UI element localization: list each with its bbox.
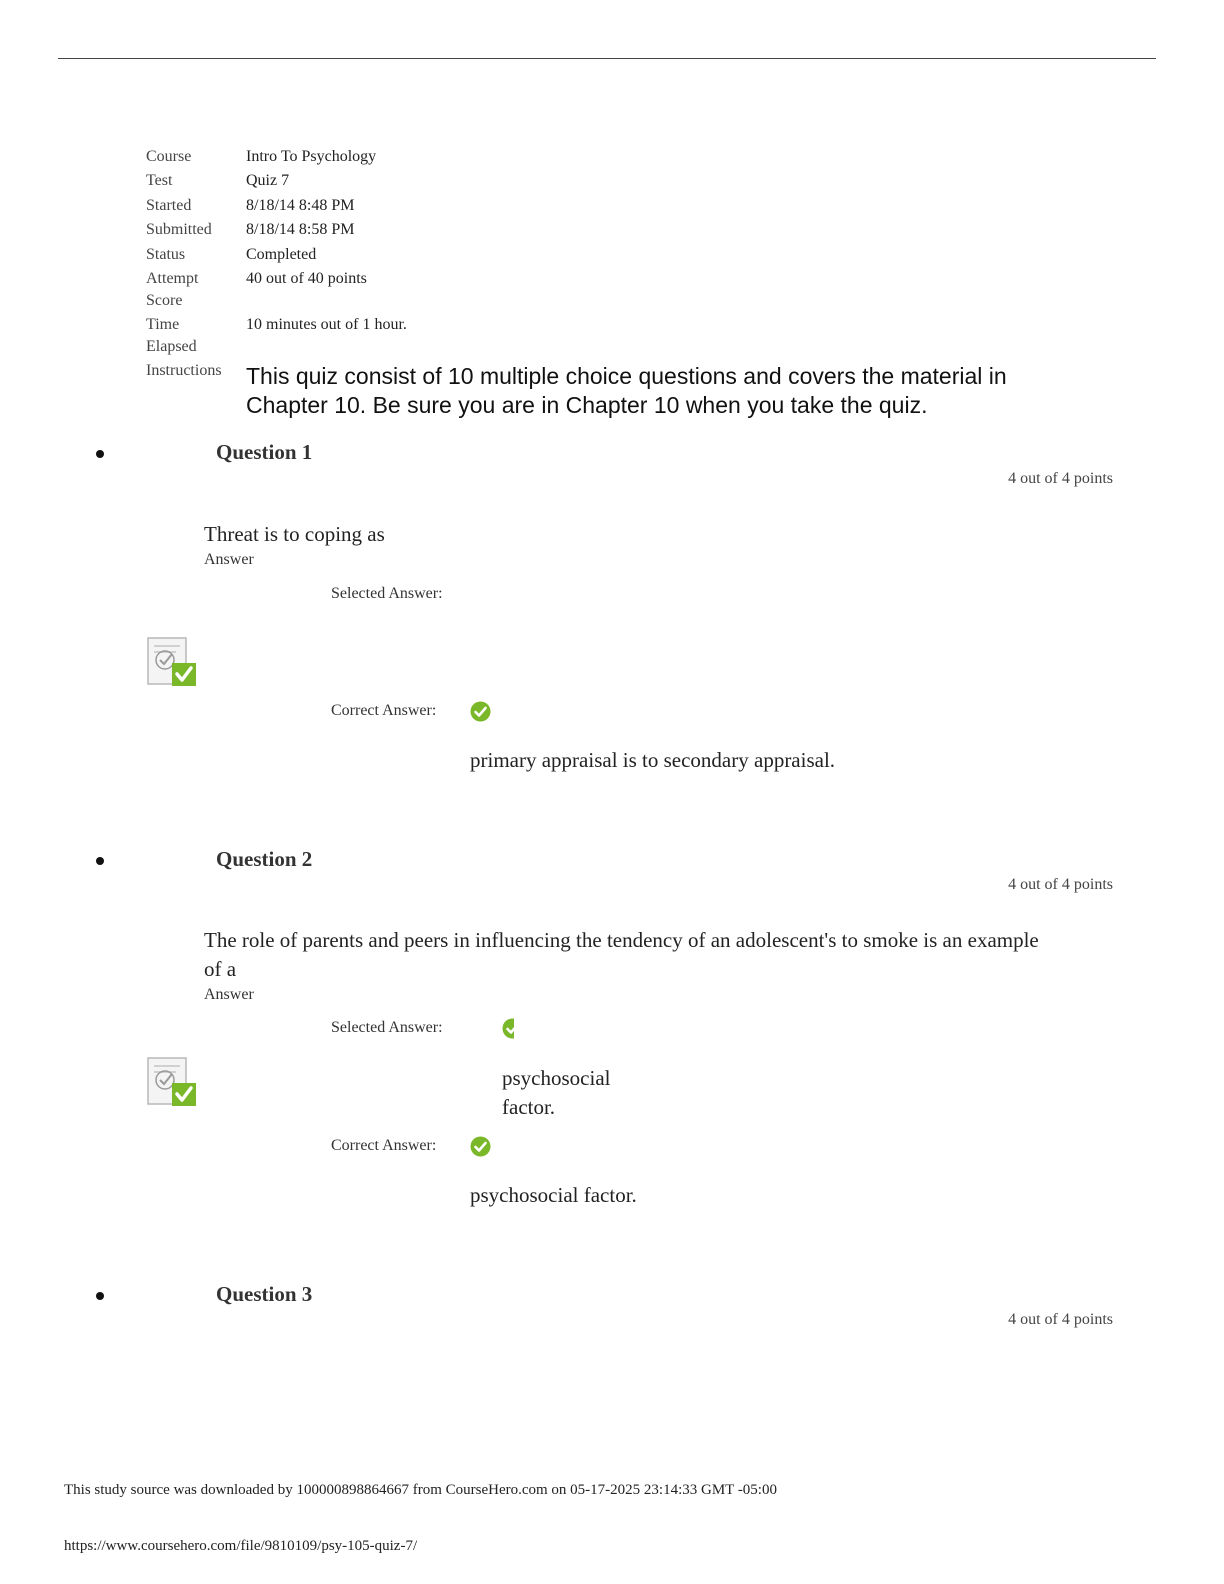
meta-label-time-2: Elapsed bbox=[146, 338, 197, 355]
bullet bbox=[96, 857, 104, 865]
selected-answer-line-1: psychosocial bbox=[502, 1066, 611, 1090]
meta-value-course: Intro To Psychology bbox=[246, 148, 377, 165]
question-points: 4 out of 4 points bbox=[1008, 1311, 1113, 1328]
selected-answer-label: Selected Answer: bbox=[331, 1019, 443, 1036]
top-rule bbox=[58, 58, 1156, 59]
answer-label: Answer bbox=[204, 986, 254, 1003]
meta-label-started: Started bbox=[146, 197, 192, 214]
selected-check-icon bbox=[502, 1018, 514, 1039]
correct-document-icon bbox=[146, 636, 198, 688]
selected-answer-line-2: factor. bbox=[502, 1095, 556, 1119]
question-text: The role of parents and peers in influencing the tendency of an adolescent's to smoke is an example of a bbox=[204, 928, 1039, 981]
meta-value-status: Completed bbox=[246, 246, 317, 263]
bullet bbox=[96, 450, 104, 458]
correct-document-icon bbox=[146, 1056, 198, 1108]
question-points: 4 out of 4 points bbox=[1008, 470, 1113, 487]
instructions-text: This quiz consist of 10 multiple choice questions and covers the material in Chapter 10. Be sure you are in Chapter 10 when you take the quiz. bbox=[246, 363, 1007, 418]
selected-answer-label: Selected Answer: bbox=[331, 585, 443, 602]
question-title: Question 3 bbox=[216, 1282, 313, 1306]
footer-url[interactable]: https://www.coursehero.com/file/9810109/psy-105-quiz-7/ bbox=[64, 1538, 418, 1554]
question-title: Question 1 bbox=[216, 440, 313, 464]
correct-check-icon bbox=[470, 1136, 491, 1157]
meta-label-submitted: Submitted bbox=[146, 221, 212, 238]
question-title: Question 2 bbox=[216, 847, 313, 871]
meta-value-time-elapsed: 10 minutes out of 1 hour. bbox=[246, 316, 407, 333]
meta-label-attempt-1: Attempt bbox=[146, 270, 199, 287]
answer-label: Answer bbox=[204, 551, 254, 568]
correct-answer-text: psychosocial factor. bbox=[470, 1183, 637, 1207]
meta-label-status: Status bbox=[146, 246, 186, 263]
meta-label-test: Test bbox=[146, 172, 173, 189]
meta-value-attempt-score: 40 out of 40 points bbox=[246, 270, 367, 287]
meta-value-test: Quiz 7 bbox=[246, 172, 290, 189]
question-text: Threat is to coping as bbox=[204, 522, 385, 546]
correct-check-icon bbox=[470, 701, 491, 722]
bullet bbox=[96, 1292, 104, 1300]
correct-answer-label: Correct Answer: bbox=[331, 1137, 437, 1154]
meta-value-submitted: 8/18/14 8:58 PM bbox=[246, 221, 355, 238]
meta-label-attempt-2: Score bbox=[146, 292, 183, 309]
correct-answer-text: primary appraisal is to secondary appraisal. bbox=[470, 748, 836, 772]
question-points: 4 out of 4 points bbox=[1008, 876, 1113, 893]
meta-label-course: Course bbox=[146, 148, 192, 165]
meta-label-instructions: Instructions bbox=[146, 362, 222, 379]
correct-answer-label: Correct Answer: bbox=[331, 702, 437, 719]
footer-source-text: This study source was downloaded by 100000898864667 from CourseHero.com on 05-17-2025 23:14:33 GMT -05:00 bbox=[64, 1482, 777, 1498]
meta-value-started: 8/18/14 8:48 PM bbox=[246, 197, 355, 214]
meta-label-time-1: Time bbox=[146, 316, 180, 333]
